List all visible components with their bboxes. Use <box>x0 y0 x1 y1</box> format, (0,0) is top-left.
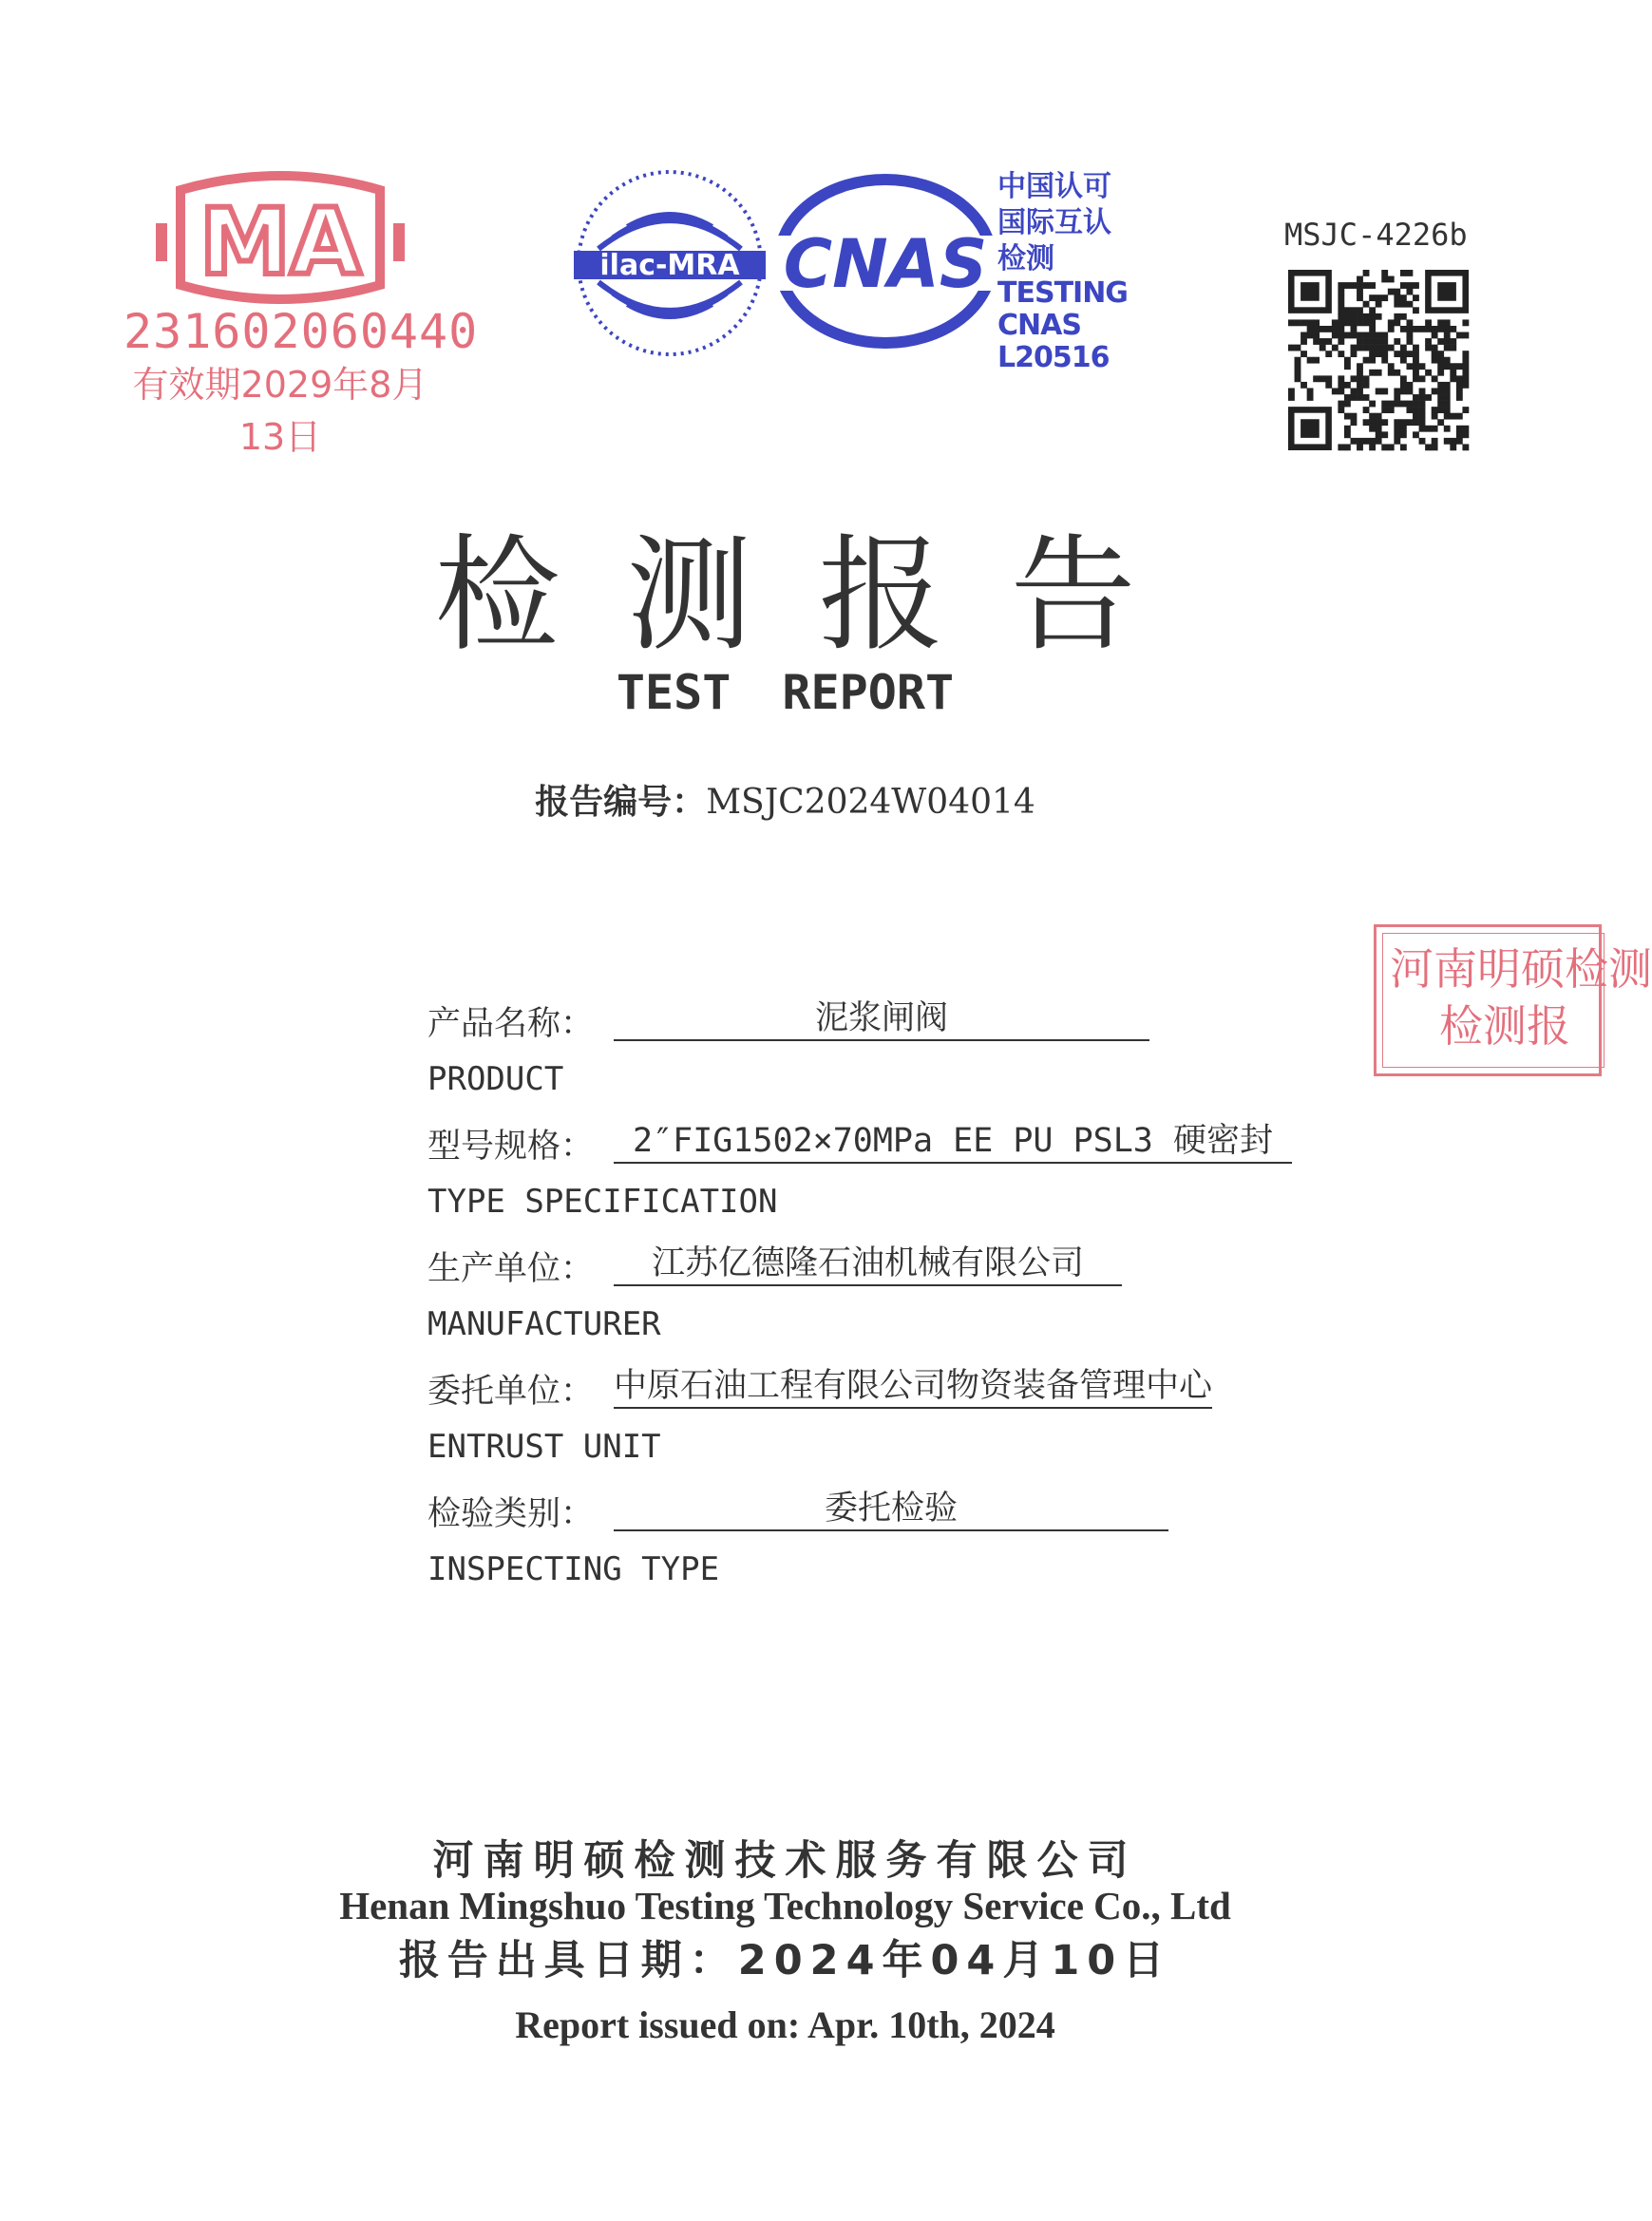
report-number-value: MSJC2024W04014 <box>706 783 1035 822</box>
cnas-logo <box>771 171 999 355</box>
seal-line-1: 河南明硕检测 <box>1390 943 1652 995</box>
field-label-zh: 检验类别： <box>427 1495 595 1533</box>
field-label-en-inspect-type: INSPECTING TYPE <box>427 1550 720 1588</box>
company-seal-stamp <box>1374 924 1652 1076</box>
field-label-en-entrust-unit: ENTRUST UNIT <box>427 1428 661 1466</box>
cma-number: 231602060440 <box>123 304 479 359</box>
field-value-inspect-type: 委托检验 <box>614 1488 1168 1531</box>
cma-validity: 有效期2029年8月13日 <box>132 364 428 458</box>
company-name-zh: 河南明硕检测技术服务有限公司 <box>432 1837 1138 1885</box>
document-code: MSJC-4226b <box>1284 217 1468 253</box>
cnas-line-2: 国际互认 <box>997 206 1111 239</box>
title-english: TEST REPORT <box>616 665 955 720</box>
field-label-zh: 型号规格： <box>427 1128 595 1166</box>
cma-mark <box>123 171 479 458</box>
ilac-mra-icon <box>570 163 769 363</box>
field-product <box>427 997 1330 1058</box>
cma-logo-text: MA <box>199 189 361 295</box>
field-label-zh: 产品名称： <box>427 1005 595 1043</box>
field-value-entrust-unit: 中原石油工程有限公司物资装备管理中心 <box>614 1365 1212 1409</box>
issue-date-zh: 报告出具日期：2024年04月10日 <box>398 1937 1172 1984</box>
cnas-icon <box>771 171 999 351</box>
field-label-en-product: PRODUCT <box>427 1060 564 1098</box>
company-name-en: Henan Mingshuo Testing Technology Service Co., Ltd <box>339 1884 1231 1927</box>
field-type-spec <box>427 1120 1330 1181</box>
cnas-testing: TESTING <box>997 276 1128 310</box>
field-inspect-type <box>427 1488 1330 1548</box>
field-label-en-type-spec: TYPE SPECIFICATION <box>427 1183 778 1221</box>
cnas-logo-text: CNAS <box>783 225 988 303</box>
field-label-zh: 委托单位： <box>427 1373 595 1411</box>
ilac-mra-text: ilac-MRA <box>599 249 740 282</box>
report-number <box>0 775 1570 824</box>
title-chinese: 检测报告 <box>434 522 1203 669</box>
field-label-zh: 生产单位： <box>427 1250 595 1288</box>
field-label-en-manufacturer: MANUFACTURER <box>427 1305 661 1343</box>
field-manufacturer <box>427 1243 1330 1303</box>
issue-date-en: Report issued on: Apr. 10th, 2024 <box>515 2003 1055 2046</box>
cnas-reg-no: CNAS L20516 <box>997 309 1110 374</box>
field-value-product: 泥浆闸阀 <box>614 997 1149 1041</box>
cma-logo-icon <box>123 171 437 304</box>
report-number-label: 报告编号： <box>535 783 707 822</box>
cnas-line-3: 检测 <box>997 242 1054 275</box>
field-value-manufacturer: 江苏亿德隆石油机械有限公司 <box>614 1243 1122 1286</box>
cnas-line-1: 中国认可 <box>997 170 1111 203</box>
qr-code-icon <box>1288 270 1469 454</box>
ilac-mra-logo <box>570 163 769 367</box>
cnas-accreditation-text <box>997 169 1187 374</box>
seal-line-2: 检测报 <box>1439 1000 1570 1052</box>
field-value-type-spec: 2″FIG1502×70MPa EE PU PSL3 硬密封 <box>614 1120 1292 1164</box>
field-entrust-unit <box>427 1365 1330 1426</box>
report-fields <box>427 997 1330 1610</box>
